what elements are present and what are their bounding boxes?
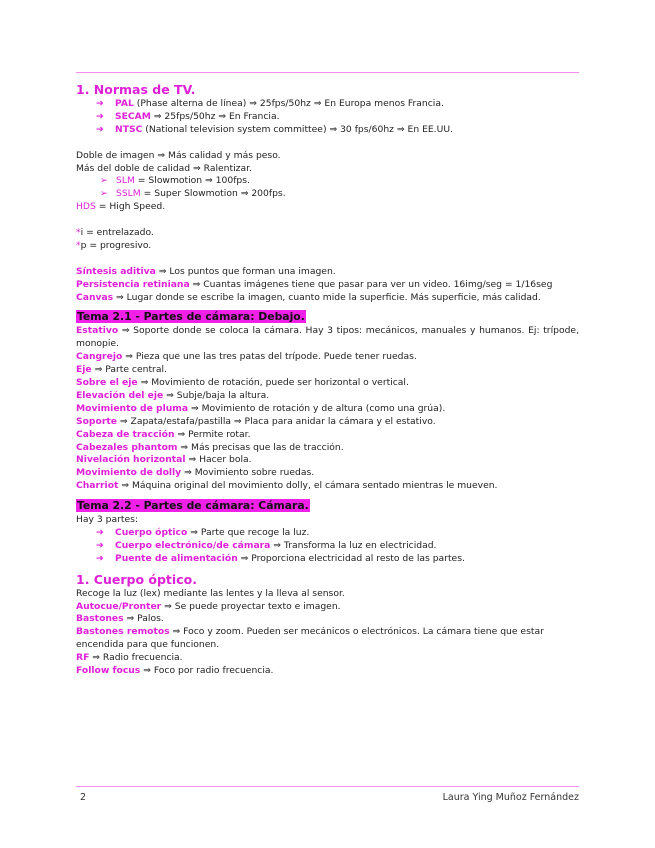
bullet-cuerpo-electronico: ➔ Cuerpo electrónico/de cámara ⇒ Transforma la luz en electricidad.	[96, 539, 437, 551]
arrow-bullet-icon: ➔	[96, 98, 104, 109]
item-movimiento-dolly: Movimiento de dolly ⇒ Movimiento sobre ruedas.	[76, 467, 315, 479]
bullet-pal: ➔ PAL (Phase alterna de línea) ⇒ 25fps/50hz ⇒ En Europa menos Francia.	[96, 98, 444, 109]
arrow-bullet-icon: ➔	[96, 552, 104, 564]
item-cabezales-phantom: Cabezales phantom ⇒ Más precisas que las de tracción.	[76, 441, 344, 453]
section-title-tema-2-1: Tema 2.1 - Partes de cámara: Debajo.	[77, 310, 305, 324]
item-eje: Eje ⇒ Parte central.	[76, 364, 167, 376]
doble-imagen-line: Doble de imagen ⇒ Más calidad y más peso.	[76, 149, 281, 161]
header-rule	[76, 72, 579, 73]
note-entrelazado: *i = entrelazado.	[76, 227, 154, 239]
item-bastones-remotos: Bastones remotos ⇒ Foco y zoom. Pueden ser mecánicos o electrónicos. La cámara tiene que estar encendida para que funcionen.	[76, 626, 544, 651]
item-bastones: Bastones ⇒ Palos.	[76, 613, 164, 625]
def-persistencia: Persistencia retiniana ⇒ Cuantas imágenes tiene que pasar para ver un video. 16img/seg = 1/16seg	[76, 278, 553, 290]
note-progresivo: *p = progresivo.	[76, 239, 152, 251]
arrow-bullet-icon: ➔	[96, 110, 104, 122]
arrow-bullet-icon: ➔	[96, 526, 104, 538]
def-sintesis: Síntesis aditiva ⇒ Los puntos que forman una imagen.	[76, 265, 336, 277]
item-estativo: Estativo ⇒ Soporte donde se coloca la cámara. Hay 3 tipos: mecánicos, manuales y humanos. Ej: trípode, monopie.	[76, 325, 579, 350]
item-autocue: Autocue/Pronter ⇒ Se puede proyectar texto e imagen.	[76, 600, 341, 612]
sub-bullet-sslm: ➢ SSLM = Super Slowmotion ⇒ 200fps.	[100, 188, 286, 200]
triangle-bullet-icon: ➢	[100, 175, 108, 187]
section-title-cuerpo-optico: 1. Cuerpo óptico.	[76, 571, 197, 587]
item-movimiento-pluma: Movimiento de pluma ⇒ Movimiento de rotación y de altura (como una grúa).	[76, 402, 446, 414]
def-canvas: Canvas ⇒ Lugar donde se escribe la imagen, cuanto mide la superficie. Más superficie, más calidad.	[76, 291, 541, 303]
item-cabeza-traccion: Cabeza de tracción ⇒ Permite rotar.	[76, 428, 251, 440]
footer-rule	[76, 786, 579, 787]
page-number: 2	[80, 792, 87, 803]
arrow-bullet-icon: ➔	[96, 539, 104, 551]
sub-bullet-slm: ➢ SLM = Slowmotion ⇒ 100fps.	[100, 175, 250, 187]
item-rf: RF ⇒ Radio frecuencia.	[76, 652, 183, 664]
page-content	[76, 82, 579, 678]
bullet-ntsc: ➔ NTSC (National television system committee) ⇒ 30 fps/60hz ⇒ En EE.UU.	[96, 123, 453, 135]
section-title-normas: 1. Normas de TV.	[76, 82, 196, 97]
cuerpo-intro: Recoge la luz (lex) mediante las lentes y la lleva al sensor.	[76, 587, 345, 599]
item-elevacion-eje: Elevación del eje ⇒ Subje/baja la altura.	[76, 389, 270, 401]
triangle-bullet-icon: ➢	[100, 188, 108, 200]
item-soporte: Soporte ⇒ Zapata/estafa/pastilla ⇒ Placa para anidar la cámara y el estativo.	[76, 415, 436, 427]
bullet-cuerpo-optico: ➔ Cuerpo óptico ⇒ Parte que recoge la luz.	[96, 526, 310, 538]
item-follow-focus: Follow focus ⇒ Foco por radio frecuencia.	[76, 665, 274, 677]
bullet-puente-alimentacion: ➔ Puente de alimentación ⇒ Proporciona electricidad al resto de las partes.	[96, 552, 465, 564]
item-nivelacion: Nivelación horizontal ⇒ Hacer bola.	[76, 454, 252, 466]
tema22-intro: Hay 3 partes:	[76, 514, 139, 526]
item-charriot: Charriot ⇒ Máquina original del movimiento dolly, el cámara sentado mientras le mueven.	[76, 480, 498, 492]
author-name: Laura Ying Muñoz Fernández	[442, 792, 579, 803]
bullet-secam: ➔ SECAM ⇒ 25fps/50hz ⇒ En Francia.	[96, 110, 280, 122]
item-cangrejo: Cangrejo ⇒ Pieza que une las tres patas del trípode. Puede tener ruedas.	[76, 351, 417, 363]
doble-calidad-line: Más del doble de calidad ⇒ Ralentizar.	[76, 162, 252, 174]
arrow-bullet-icon: ➔	[96, 123, 104, 135]
item-sobre-eje: Sobre el eje ⇒ Movimiento de rotación, puede ser horizontal o vertical.	[76, 376, 409, 388]
hds-line: HDS = High Speed.	[76, 201, 166, 213]
section-title-tema-2-2: Tema 2.2 - Partes de cámara: Cámara.	[77, 499, 309, 513]
